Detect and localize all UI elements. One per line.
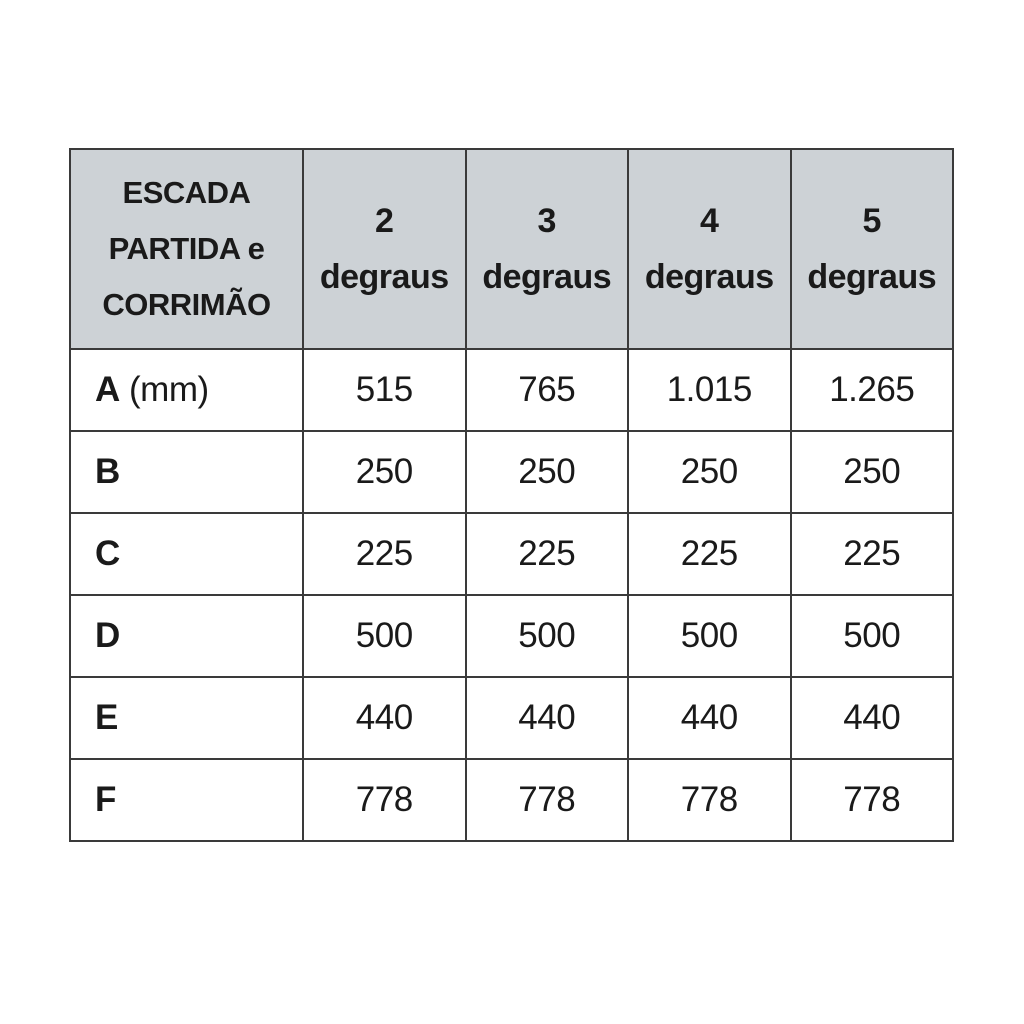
table-row [70, 759, 953, 841]
table-cell: 440 [628, 677, 791, 759]
column-label: degraus [319, 258, 449, 296]
table-cell: 778 [628, 759, 791, 841]
table-cell: 225 [791, 513, 954, 595]
corner-header [70, 149, 303, 349]
header-row [70, 149, 953, 349]
table-cell: 225 [303, 513, 466, 595]
table-cell: 765 [466, 349, 629, 431]
table-cell: 440 [791, 677, 954, 759]
table-cell: 778 [791, 759, 954, 841]
table-row [70, 677, 953, 759]
table-row [70, 513, 953, 595]
row-label [70, 513, 303, 595]
row-label [70, 349, 303, 431]
table-cell: 440 [303, 677, 466, 759]
column-header [466, 149, 629, 349]
table-row [70, 595, 953, 677]
table-cell: 440 [466, 677, 629, 759]
column-header [628, 149, 791, 349]
column-label: degraus [644, 258, 774, 296]
row-label [70, 677, 303, 759]
table-row [70, 431, 953, 513]
table-cell: 225 [466, 513, 629, 595]
column-header [791, 149, 954, 349]
row-letter: D [95, 616, 120, 655]
table-cell: 1.015 [628, 349, 791, 431]
row-letter: C [95, 534, 120, 573]
column-number: 4 [700, 202, 719, 240]
column-number: 3 [537, 202, 556, 240]
table-cell: 500 [791, 595, 954, 677]
table-cell: 1.265 [791, 349, 954, 431]
table-cell: 500 [628, 595, 791, 677]
table-cell: 500 [303, 595, 466, 677]
table-cell: 778 [466, 759, 629, 841]
corner-line: ESCADA [122, 175, 251, 210]
dimensions-table [69, 148, 954, 842]
row-label [70, 431, 303, 513]
corner-line: CORRIMÃO [102, 287, 271, 322]
table-cell: 778 [303, 759, 466, 841]
table-cell: 250 [791, 431, 954, 513]
row-letter: F [95, 780, 116, 819]
table-cell: 515 [303, 349, 466, 431]
table-cell: 225 [628, 513, 791, 595]
column-header [303, 149, 466, 349]
row-unit: (mm) [129, 370, 209, 409]
column-label: degraus [482, 258, 612, 296]
corner-line: PARTIDA e [108, 231, 265, 266]
table-row [70, 349, 953, 431]
row-label [70, 759, 303, 841]
column-label: degraus [807, 258, 937, 296]
table-cell: 250 [303, 431, 466, 513]
table-cell: 250 [628, 431, 791, 513]
column-number: 5 [862, 202, 881, 240]
table-cell: 500 [466, 595, 629, 677]
row-letter: A [95, 370, 120, 409]
row-letter: E [95, 698, 118, 737]
row-letter: B [95, 452, 120, 491]
row-label [70, 595, 303, 677]
column-number: 2 [375, 202, 394, 240]
table-cell: 250 [466, 431, 629, 513]
